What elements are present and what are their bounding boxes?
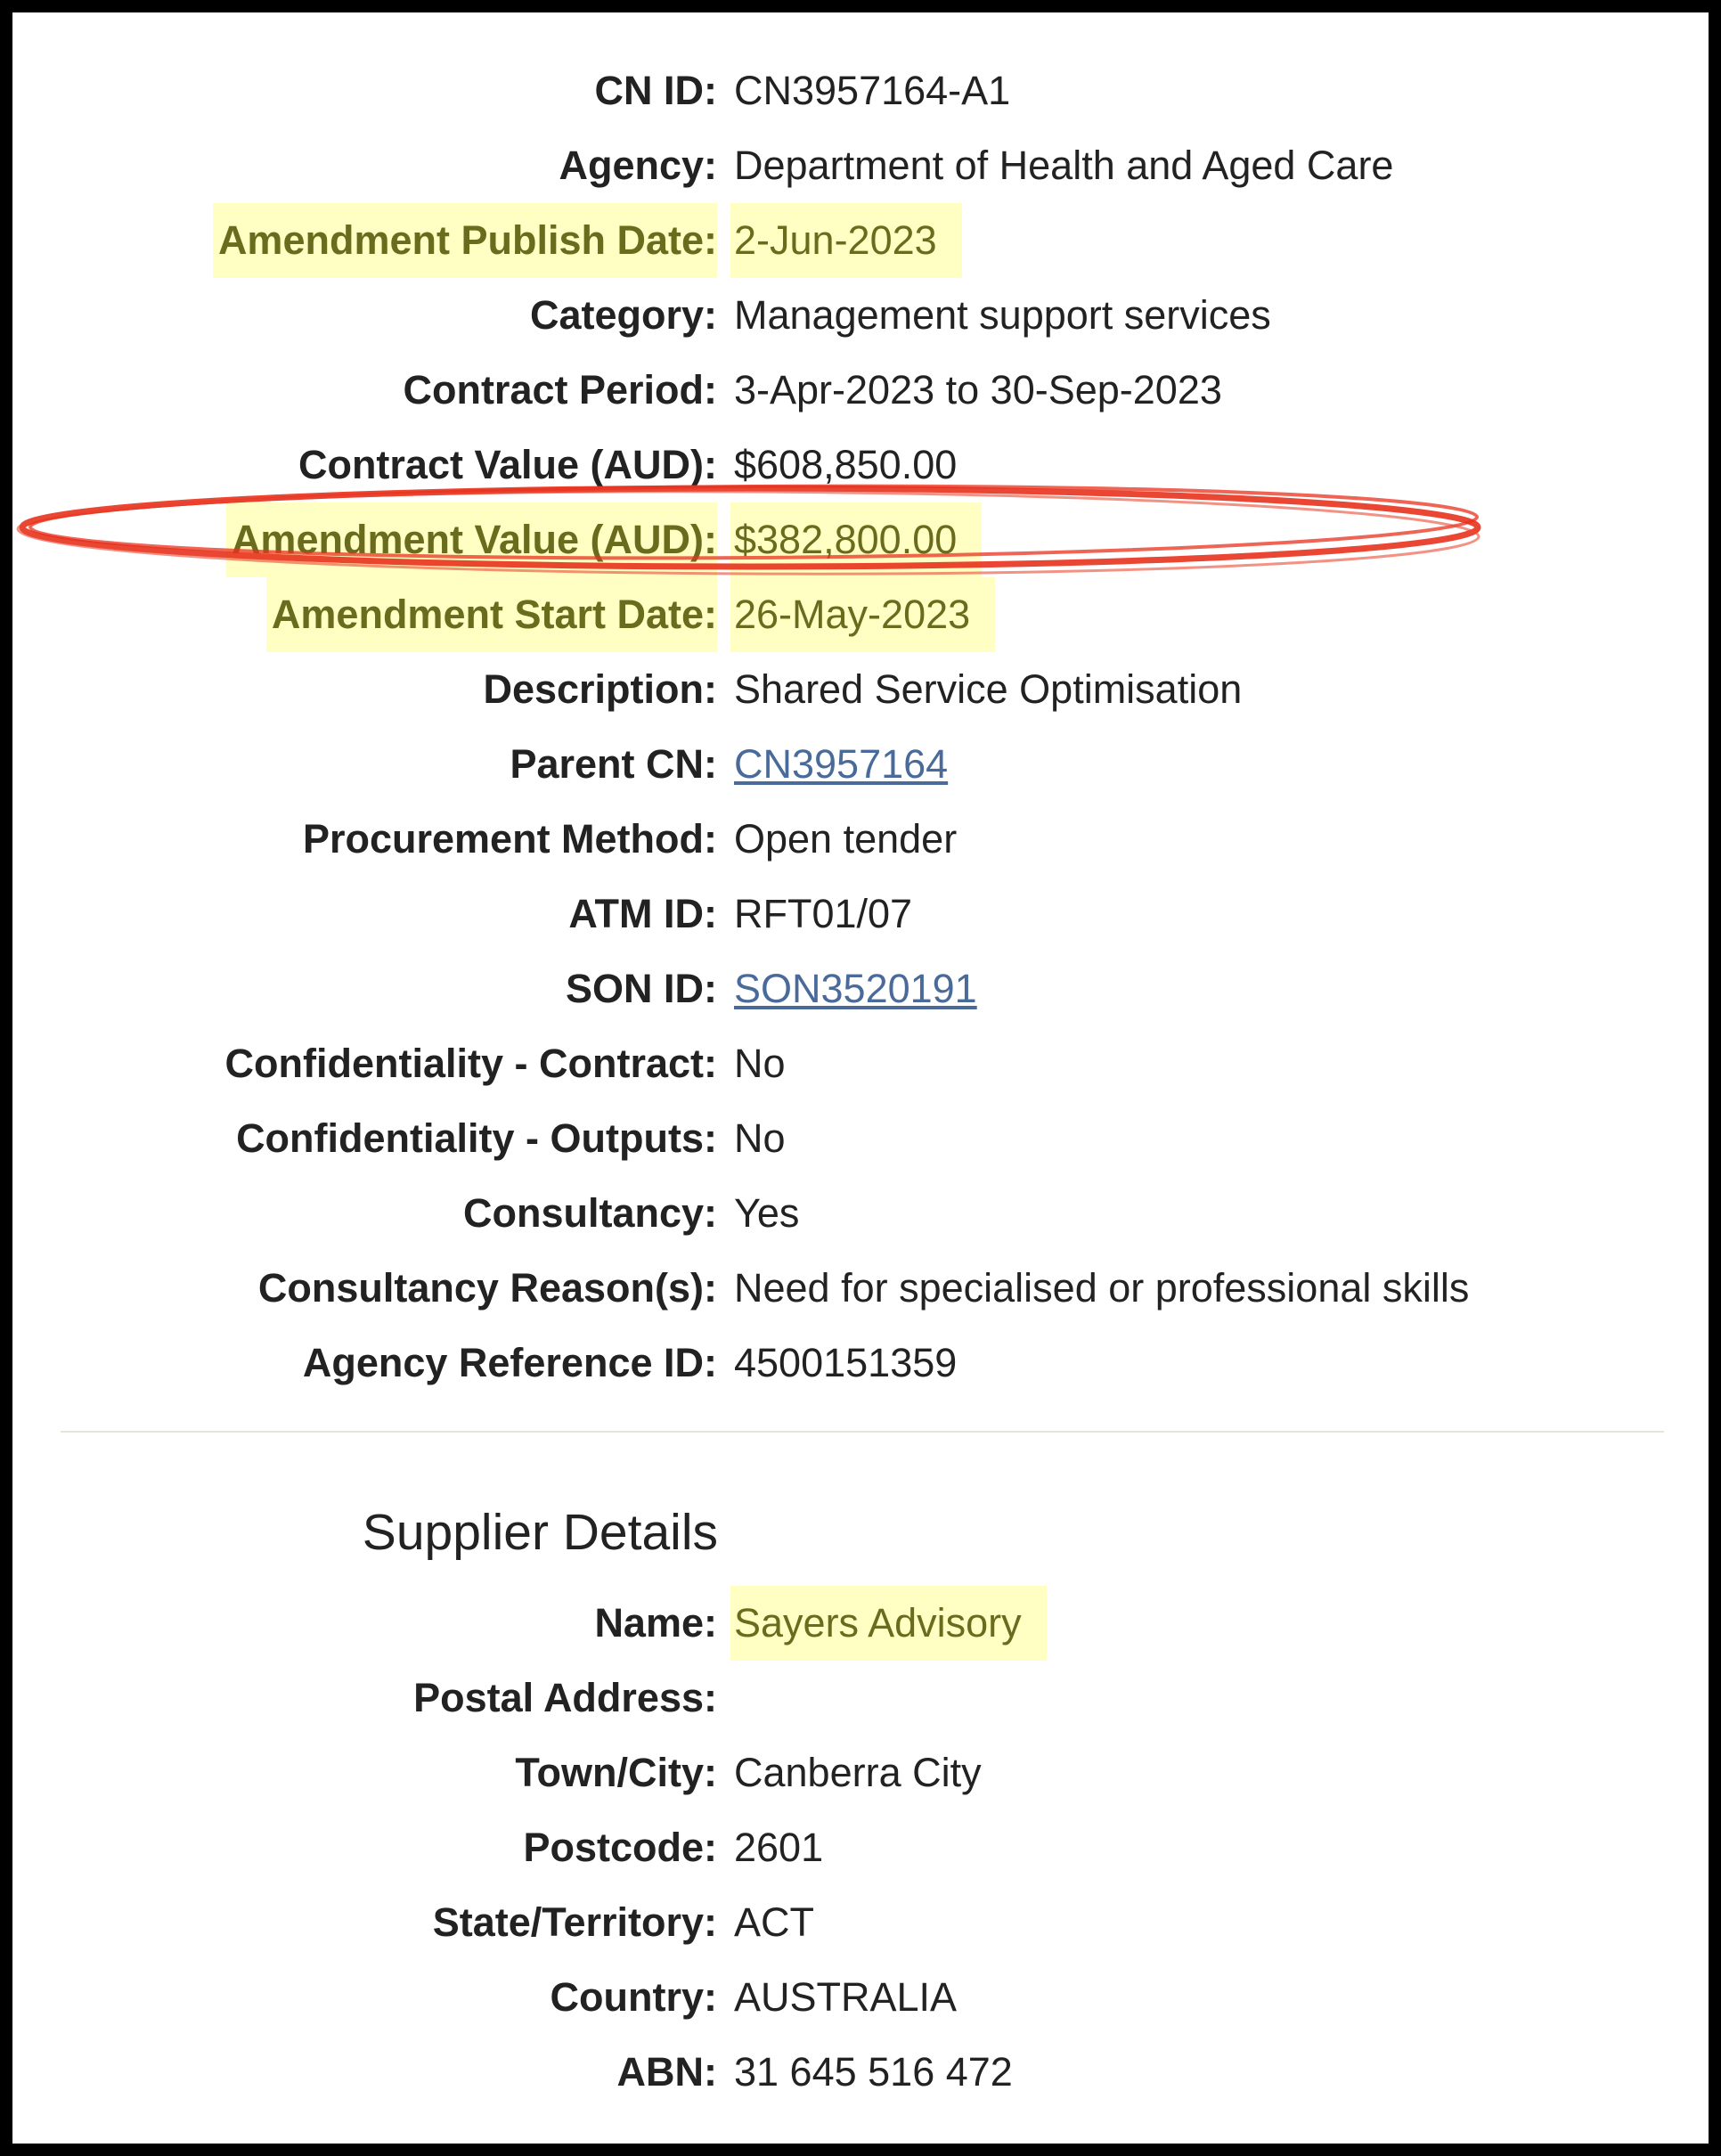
agency-reference-id-label: Agency Reference ID:	[302, 1340, 717, 1385]
son-id-label: SON ID:	[565, 966, 717, 1011]
amendment-start-date-value: 26-May-2023	[730, 577, 995, 652]
amendment-publish-date-label: Amendment Publish Date:	[213, 203, 717, 278]
consultancy-reasons-label: Consultancy Reason(s):	[257, 1265, 717, 1311]
row-confidentiality-outputs	[12, 1101, 1709, 1176]
consultancy-label: Consultancy:	[462, 1190, 717, 1236]
state-territory-value: ACT	[734, 1899, 814, 1945]
contract-period-value: 3-Apr-2023 to 30-Sep-2023	[734, 367, 1222, 412]
agency-reference-id-value: 4500151359	[734, 1340, 958, 1385]
confidentiality-outputs-label: Confidentiality - Outputs:	[236, 1115, 717, 1161]
confidentiality-contract-label: Confidentiality - Contract:	[224, 1041, 717, 1086]
row-abn	[12, 2035, 1709, 2110]
row-amendment-publish-date	[12, 203, 1709, 278]
parent-cn-label: Parent CN:	[510, 741, 717, 787]
section-divider	[61, 1431, 1664, 1433]
town-city-label: Town/City:	[515, 1750, 717, 1795]
row-amendment-start-date	[12, 577, 1709, 652]
category-label: Category:	[529, 292, 717, 338]
row-state-territory	[12, 1885, 1709, 1960]
cn-id-label: CN ID:	[594, 68, 717, 113]
row-contract-value	[12, 428, 1709, 502]
row-agency	[12, 128, 1709, 203]
row-supplier-name	[12, 1586, 1709, 1661]
row-parent-cn	[12, 727, 1709, 802]
category-value: Management support services	[734, 292, 1271, 338]
amendment-start-date-label: Amendment Start Date:	[266, 577, 717, 652]
supplier-details-heading: Supplier Details	[362, 1504, 718, 1561]
agency-label: Agency:	[559, 143, 717, 188]
amendment-publish-date-value: 2-Jun-2023	[730, 203, 962, 278]
row-postal-address	[12, 1661, 1709, 1735]
parent-cn-link[interactable]: CN3957164	[734, 741, 949, 787]
agency-value: Department of Health and Aged Care	[734, 143, 1394, 188]
row-consultancy-reasons	[12, 1251, 1709, 1326]
amendment-value-value: $382,800.00	[730, 502, 982, 577]
row-amendment-value	[12, 502, 1709, 577]
row-agency-reference-id	[12, 1326, 1709, 1401]
son-id-value	[734, 951, 977, 1026]
row-contract-period	[12, 353, 1709, 428]
contract-value-value: $608,850.00	[734, 442, 958, 487]
confidentiality-outputs-value: No	[734, 1115, 786, 1161]
contract-period-label: Contract Period:	[403, 367, 717, 412]
row-consultancy	[12, 1176, 1709, 1251]
country-value: AUSTRALIA	[734, 1974, 958, 2020]
row-country	[12, 1960, 1709, 2035]
row-procurement-method	[12, 802, 1709, 877]
procurement-method-value: Open tender	[734, 816, 958, 862]
row-postcode	[12, 1810, 1709, 1885]
contract-notice-panel	[12, 12, 1709, 2144]
row-town-city	[12, 1735, 1709, 1810]
son-id-link[interactable]: SON3520191	[734, 966, 977, 1011]
abn-value: 31 645 516 472	[734, 2049, 1013, 2095]
atm-id-label: ATM ID:	[568, 891, 717, 936]
row-category	[12, 278, 1709, 353]
row-cn-id	[12, 53, 1709, 128]
country-label: Country:	[550, 1974, 717, 2020]
postcode-label: Postcode:	[523, 1825, 717, 1870]
supplier-name-value: Sayers Advisory	[730, 1586, 1047, 1661]
description-label: Description:	[483, 666, 717, 712]
state-territory-label: State/Territory:	[432, 1899, 717, 1945]
supplier-name-label: Name:	[594, 1600, 717, 1646]
abn-label: ABN:	[616, 2049, 717, 2095]
postal-address-label: Postal Address:	[413, 1675, 717, 1720]
amendment-value-label: Amendment Value (AUD):	[226, 502, 717, 577]
consultancy-reasons-value: Need for specialised or professional skills	[734, 1265, 1470, 1311]
postcode-value: 2601	[734, 1825, 824, 1870]
row-confidentiality-contract	[12, 1026, 1709, 1101]
row-son-id	[12, 951, 1709, 1026]
row-description	[12, 652, 1709, 727]
description-value: Shared Service Optimisation	[734, 666, 1243, 712]
atm-id-value: RFT01/07	[734, 891, 913, 936]
cn-id-value: CN3957164-A1	[734, 68, 1011, 113]
confidentiality-contract-value: No	[734, 1041, 786, 1086]
row-atm-id	[12, 877, 1709, 951]
contract-value-label: Contract Value (AUD):	[298, 442, 717, 487]
town-city-value: Canberra City	[734, 1750, 982, 1795]
procurement-method-label: Procurement Method:	[302, 816, 717, 862]
consultancy-value: Yes	[734, 1190, 800, 1236]
parent-cn-value	[734, 727, 948, 802]
